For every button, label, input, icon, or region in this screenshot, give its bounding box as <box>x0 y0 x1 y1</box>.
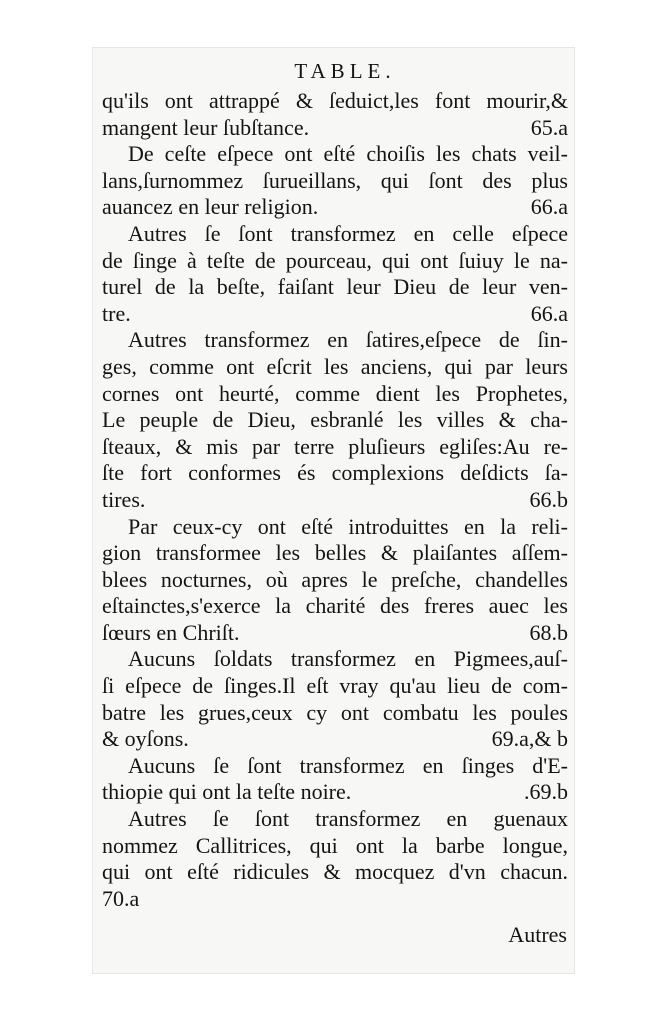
entry-line <box>102 407 568 434</box>
entry-line <box>102 593 568 620</box>
catchword: Autres <box>508 922 567 947</box>
entry-line <box>102 460 568 487</box>
page-reference: 68.b <box>529 619 568 645</box>
entry-text: nommez Callitrices, qui ont la barbe longue, <box>102 832 568 858</box>
entry-text: mangent leur ſubſtance. <box>102 114 310 140</box>
entry-line <box>102 301 568 328</box>
entry-text: tires. <box>102 486 146 512</box>
entry-text: Autres transformez en ſatires,eſpece de ſin- <box>128 327 568 353</box>
entry-text: lans,ſurnommez ſurueillans, qui ſont des plus <box>102 167 568 193</box>
index-entry <box>102 141 568 221</box>
entry-line <box>102 753 568 780</box>
index-entry <box>102 327 568 513</box>
entry-line <box>102 141 568 168</box>
entry-line <box>102 487 568 514</box>
entry-text: ſteaux, & mis par terre pluſieurs egliſes:Au re- <box>102 433 568 459</box>
entry-line <box>102 620 568 647</box>
entry-text: ſte fort conformes és complexions deſdicts ſa- <box>102 460 568 486</box>
entry-line <box>102 354 568 381</box>
page-reference: .69.b <box>524 779 568 805</box>
index-entry <box>102 514 568 647</box>
entry-line <box>102 274 568 301</box>
entry-line <box>102 673 568 700</box>
entry-line <box>102 327 568 354</box>
entry-text: & oyſons. <box>102 726 189 752</box>
entry-line <box>102 248 568 275</box>
page-header: TABLE. <box>294 59 396 83</box>
entry-text: 70.a <box>102 885 140 911</box>
entry-line <box>102 779 568 806</box>
index-entry <box>102 806 568 912</box>
page-reference: 69.a,& b <box>491 726 568 752</box>
index-entry <box>102 646 568 752</box>
entry-text: qu'ils ont attrappé & ſeduict,les font mourir,& <box>102 88 568 113</box>
entry-text: Le peuple de Dieu, esbranlé les villes & cha- <box>102 407 568 433</box>
entry-line <box>102 168 568 195</box>
index-entry <box>102 221 568 327</box>
index-entry <box>102 88 568 141</box>
entry-text: Aucuns ſoldats transformez en Pigmees,auſ- <box>128 646 568 672</box>
entry-line <box>102 514 568 541</box>
entry-text: cornes ont heurté, comme dient les Prophetes, <box>102 380 568 406</box>
entry-text: ſœurs en Chriſt. <box>102 619 240 645</box>
entry-line <box>102 700 568 727</box>
entry-text: Aucuns ſe ſont transformez en ſinges d'E- <box>128 752 568 778</box>
page-reference: 65.a <box>530 114 568 140</box>
entry-line <box>102 381 568 408</box>
entry-text: tre. <box>102 300 131 326</box>
entry-text: batre les grues,ceux cy ont combatu les poules <box>102 699 568 725</box>
entry-line <box>102 434 568 461</box>
entry-line <box>102 88 568 115</box>
index-entry <box>102 753 568 806</box>
entry-line <box>102 194 568 221</box>
entry-text: de ſinge à teſte de pourceau, qui ont ſuiuy le na- <box>102 247 568 273</box>
entry-line <box>102 806 568 833</box>
entry-line <box>102 859 568 886</box>
entry-text: qui ont eſté ridicules & mocquez d'vn chacun. <box>102 859 568 885</box>
page-reference: 66.b <box>529 486 568 512</box>
entry-line <box>102 833 568 860</box>
entry-text: Autres ſe ſont transformez en celle eſpece <box>128 220 568 246</box>
entry-text: auancez en leur religion. <box>102 194 319 220</box>
entry-text: gion transformee les belles & plaiſantes aſſem- <box>102 540 568 566</box>
entry-line <box>102 540 568 567</box>
entry-text: eſtainctes,s'exerce la charité des freres auec les <box>102 593 568 619</box>
index-entries <box>102 88 568 912</box>
entry-line <box>102 646 568 673</box>
entry-line <box>102 726 568 753</box>
page-text <box>102 56 568 912</box>
entry-line <box>102 567 568 594</box>
entry-text: De ceſte eſpece ont eſté choiſis les chats veil- <box>128 141 568 167</box>
entry-line <box>102 886 568 913</box>
entry-text: thiopie qui ont la teſte noire. <box>102 779 352 805</box>
entry-text: Autres ſe ſont transformez en guenaux <box>128 806 568 832</box>
entry-text: turel de la beſte, faiſant leur Dieu de leur ven- <box>102 274 568 300</box>
entry-line <box>102 221 568 248</box>
entry-text: ſi eſpece de ſinges.Il eſt vray qu'au lieu de com- <box>102 673 568 699</box>
entry-text: ges, comme ont eſcrit les anciens, qui par leurs <box>102 353 568 379</box>
entry-text: blees nocturnes, où apres le preſche, chandelles <box>102 566 568 592</box>
page-reference: 66.a <box>530 300 568 326</box>
page-reference: 66.a <box>530 194 568 220</box>
entry-line <box>102 115 568 142</box>
entry-text: Par ceux-cy ont eſté introduittes en la reli- <box>128 513 568 539</box>
